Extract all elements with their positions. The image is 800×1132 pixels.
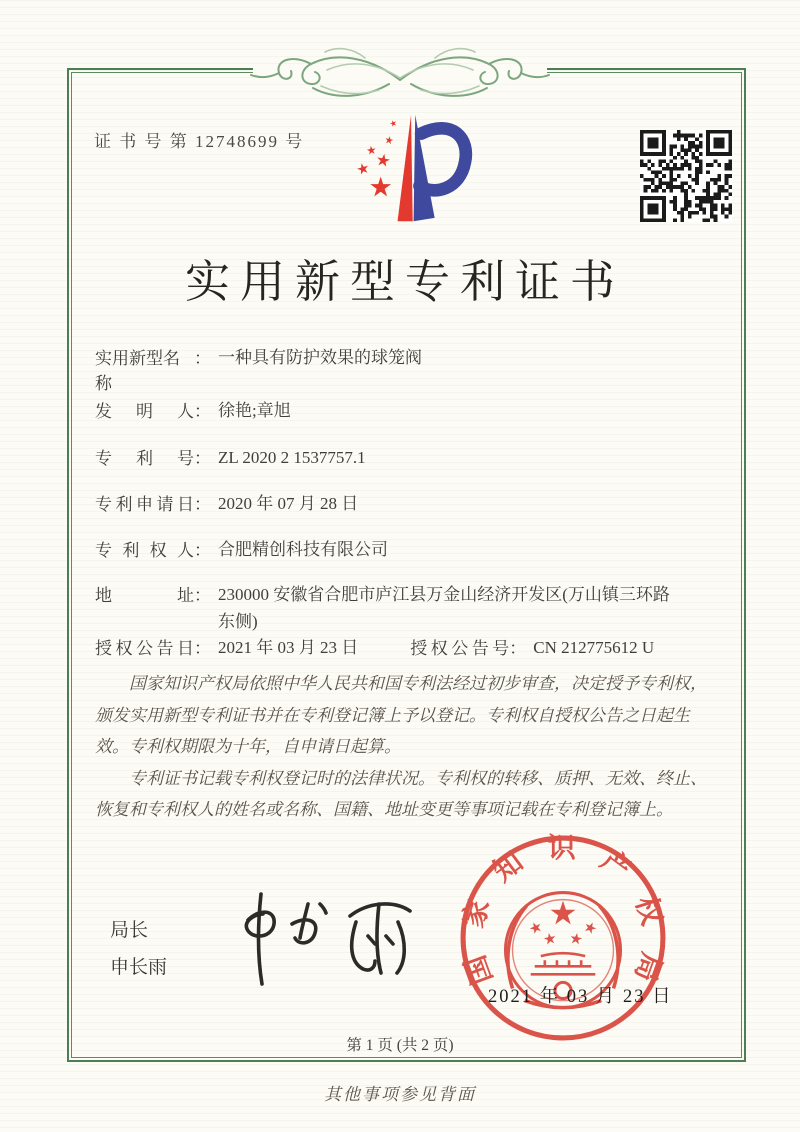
field-row-patentee	[95, 536, 388, 563]
signer-name: 申长雨	[110, 957, 168, 978]
field-colon: ：	[194, 586, 211, 605]
field-colon: ：	[194, 639, 211, 658]
director-signature	[222, 880, 422, 992]
field-colon: ：	[194, 349, 211, 368]
field-row-app-date	[95, 490, 358, 517]
field-label: 实用新型名称	[95, 349, 180, 393]
seal-date: 2021 年 03 月 23 日	[488, 987, 673, 1007]
official-seal	[456, 831, 670, 1045]
legal-paragraph-1: 国家知识产权局依照中华人民共和国专利法经过初步审查，决定授予专利权，颁发实用新型专利证书并在专利登记簿上予以登记。专利权自授权公告之日起生效。专利权期限为十年，自申请日起算。	[95, 674, 707, 756]
field-label: 授权公告日	[95, 639, 194, 658]
field-colon: ：	[194, 402, 211, 421]
seal-ring-text: 国家知识产权局	[458, 833, 668, 989]
field-colon: ：	[194, 449, 211, 468]
field-label: 专利权人	[95, 541, 194, 560]
legal-text	[95, 668, 717, 826]
signer-block	[110, 912, 167, 986]
field-row-patent-no	[95, 444, 366, 471]
field-row-address	[95, 581, 686, 635]
field-value: 230000 安徽省合肥市庐江县万金山经济开发区(万山镇三环路东侧)	[218, 585, 670, 631]
grant-date-pair	[95, 634, 358, 661]
field-value: CN 212775612 U	[533, 638, 655, 657]
legal-paragraph-2: 专利证书记载专利权登记时的法律状况。专利权的转移、质押、无效、终止、恢复和专利权人的姓名或名称、国籍、地址变更等事项记载在专利登记簿上。	[95, 768, 707, 819]
signer-title: 局长	[110, 920, 149, 941]
logo-p-mark	[398, 115, 466, 221]
page-number: 第 1 页 (共 2 页)	[346, 1037, 454, 1054]
field-label: 专利申请日	[95, 495, 194, 514]
field-value: 2021 年 03 月 23 日	[218, 638, 359, 657]
field-value: 合肥精创科技有限公司	[218, 540, 388, 559]
certificate-title: 实用新型专利证书	[184, 257, 625, 307]
qr-code	[640, 130, 732, 227]
top-flourish-ornament	[235, 28, 565, 123]
field-row-inventor	[95, 397, 291, 424]
field-colon: ：	[194, 495, 211, 514]
field-value: ZL 2020 2 1537757.1	[218, 448, 366, 467]
field-label: 授权公告号	[410, 639, 510, 658]
back-side-note: 其他事项参见背面	[324, 1085, 476, 1104]
certificate-number: 证 书 号 第 12748699 号	[94, 132, 305, 151]
field-row-name	[95, 344, 422, 394]
field-colon: ：	[194, 541, 211, 560]
cnipa-logo	[336, 110, 481, 228]
field-label: 地址	[95, 586, 194, 605]
field-label: 专利号	[95, 449, 194, 468]
field-value: 2020 年 07 月 28 日	[218, 494, 359, 513]
grant-no-pair	[410, 634, 654, 661]
field-row-grant	[95, 634, 654, 661]
logo-stars	[356, 119, 397, 196]
field-label: 发明人	[95, 402, 194, 421]
field-colon: ：	[509, 639, 527, 658]
field-value: 一种具有防护效果的球笼阀	[218, 348, 422, 367]
field-value: 徐艳;章旭	[218, 401, 291, 420]
